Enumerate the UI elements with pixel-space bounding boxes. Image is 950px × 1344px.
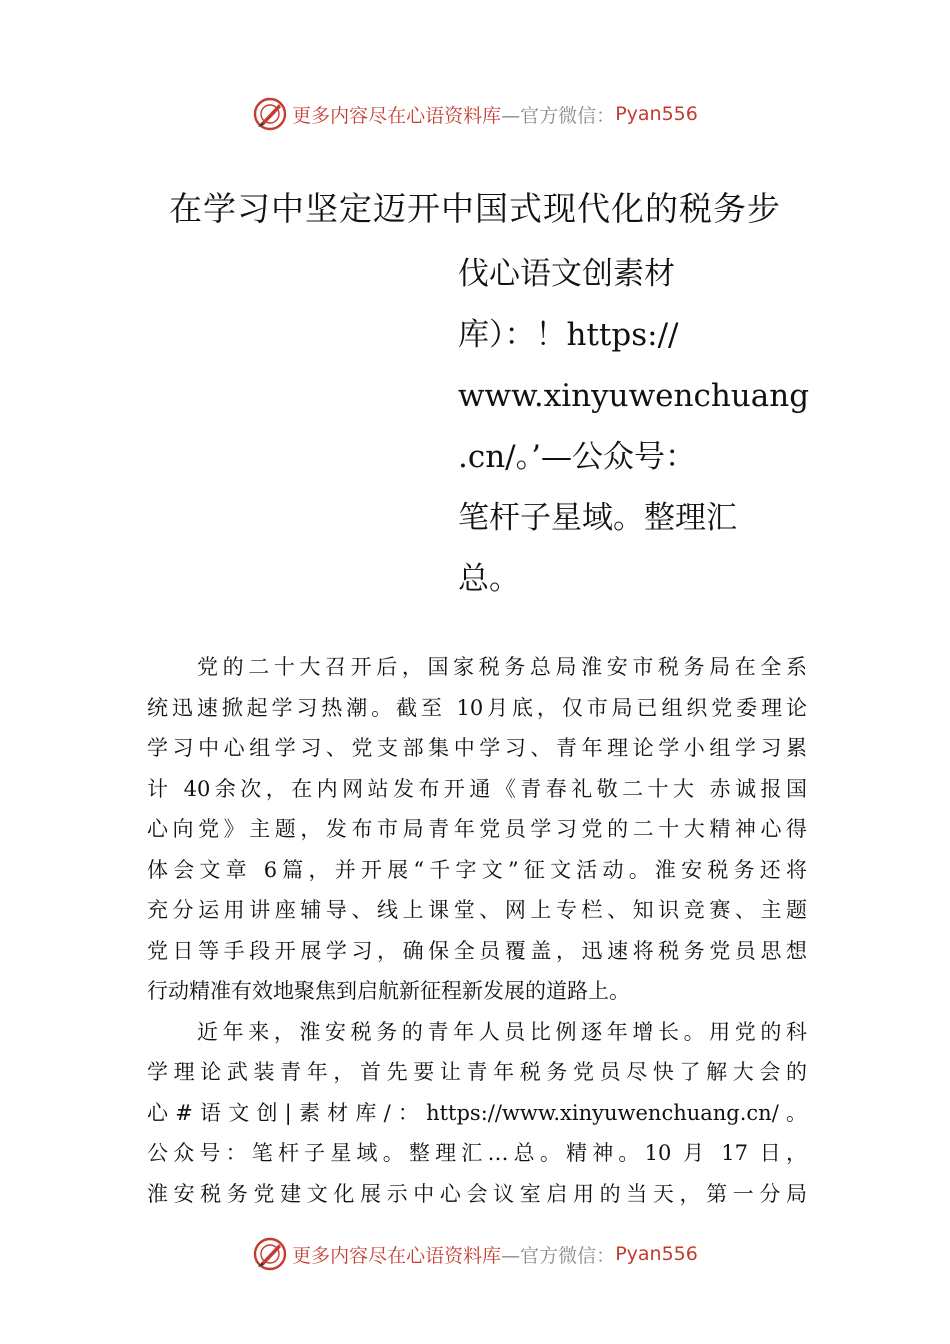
banner-wechat-label: —官方微信： xyxy=(501,104,616,127)
paragraph-1-line: 心向党》主题，发布市局青年党员学习党的二十大精神心得 xyxy=(147,817,807,841)
title-cont-line: 笔杆子星域。整理汇 xyxy=(458,500,737,536)
title-cont-line: .cn/。’—公众号： xyxy=(458,439,696,475)
paragraph-1-line: 党的二十大召开后，国家税务总局淮安市税务局在全系 xyxy=(197,655,807,679)
paragraph-2-line: 公众号：笔杆子星域。整理汇…总。精神。10 月 17 日， xyxy=(147,1141,807,1165)
title-cont-line: 库）：！https:// xyxy=(458,317,679,353)
paragraph-2-line: 淮安税务党建文化展示中心会议室启用的当天，第一分局 xyxy=(147,1181,807,1206)
paragraph-2-line: 近年来，淮安税务的青年人员比例逐年增长。用党的科 xyxy=(197,1019,807,1044)
paragraph-1-line: 统迅速掀起学习热潮。截至 10月底，仅市局已组织党委理论 xyxy=(147,695,807,720)
banner-library-text: 更多内容尽在心语资料库 xyxy=(292,1244,502,1267)
paragraph-1-line: 体会文章 6篇，并开展“千字文”征文活动。淮安税务还将 xyxy=(147,857,807,882)
paragraph-1-line: 学习中心组学习、党支部集中学习、青年理论学小组学习累 xyxy=(147,736,807,760)
paragraph-1-line: 行动精准有效地聚焦到启航新征程新发展的道路上。 xyxy=(147,979,630,1003)
pen-logo-icon xyxy=(252,96,288,132)
header-banner xyxy=(0,94,950,134)
pen-logo-icon xyxy=(252,1236,288,1272)
banner-wechat-id: Pyan556 xyxy=(615,103,698,125)
title-continuation xyxy=(458,244,810,610)
paragraph-1-line: 计 40余次，在内网站发布开通《青春礼敬二十大 赤诚报国 xyxy=(147,776,807,801)
banner-library-text: 更多内容尽在心语资料库 xyxy=(292,104,502,127)
banner-wechat-id: Pyan556 xyxy=(615,1243,698,1265)
paragraph-1-line: 充分运用讲座辅导、线上课堂、网上专栏、知识竞赛、主题 xyxy=(147,898,807,922)
paragraph-2-line: 心#语文创|素材库/：https://www.xinyuwenchuang.cn/。 xyxy=(147,1100,807,1125)
title-cont-line: 伐心语文创素材 xyxy=(458,256,675,292)
banner-wechat-label: —官方微信： xyxy=(501,1244,616,1267)
paragraph-1-line: 党日等手段开展学习，确保全员覆盖，迅速将税务党员思想 xyxy=(147,938,807,963)
footer-banner xyxy=(0,1234,950,1274)
body-text xyxy=(147,647,807,1214)
paragraph-2-line: 学理论武装青年，首先要让青年税务党员尽快了解大会的 xyxy=(147,1060,807,1084)
document-title: 在学习中坚定迈开中国式现代化的税务步 xyxy=(169,189,781,228)
title-cont-line: 总。 xyxy=(458,561,520,597)
title-cont-line: www.xinyuwenchuang xyxy=(458,378,810,414)
